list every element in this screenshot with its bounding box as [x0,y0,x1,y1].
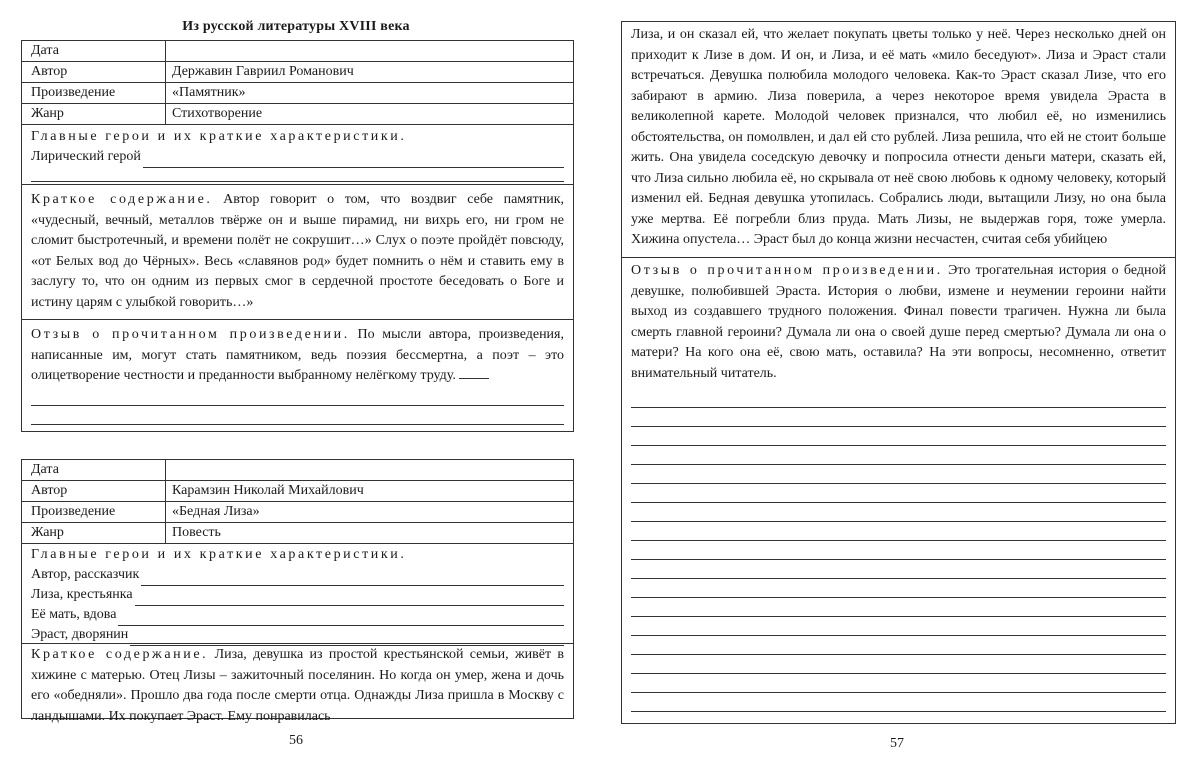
label-author: Автор [31,483,68,498]
row-work [22,83,573,104]
section-title: Из русской литературы XVIII века [182,19,410,34]
summary-text: Краткое содержание. Автор говорит о том, что воздвиг себе памятник, «чудесный, вечный, металлов твёрже он и выше пирамид, ни вихрь его, ни гром не сломит быстротечный, и времени полёт не сокрушит…» Слух о поэте пройдёт повсюду, «от Белых вод до Чёрных». Весь «славянов род» будет помнить о нём и ставить ему в заслугу то, что он одним из первых смог в сердечной простоте беседовать о Боге и истину царям с улыбкой говорить…» [31,192,564,310]
hero-row [31,586,564,606]
answer-line [631,655,1166,674]
answer-line [631,579,1166,598]
page-number: 57 [890,736,904,751]
continued-summary-block [622,22,1175,258]
row-genre [22,523,573,544]
answer-line [631,617,1166,636]
review-text: Отзыв о прочитанном произведении. Это трогательная история о бедной девушке, полюбившей Эраста. История о любви, измене и неумении героини найти выход из создавшего трудного положения. Финал повести трагичен. Нужна ли была смерть главной героини? Думала ли она о своей душе перед смертью? Думала ли она о матери? На кого она её, свою мать, оставила? На эти вопросы, несомненно, ответит внимательный читатель. [631,263,1167,381]
answer-line [631,541,1166,560]
hero-name: Лиза, крестьянка [31,587,133,602]
review-block [22,320,573,430]
hero-row [31,606,564,626]
value-genre: Повесть [172,525,221,540]
label-work: Произведение [31,504,116,519]
answer-line [631,598,1166,617]
answer-line [631,389,1166,408]
value-work: «Памятник» [172,85,246,100]
answer-line [631,484,1166,503]
hero-name: Эраст, дворянин [31,627,129,642]
heroes-heading: Главные герои и их краткие характеристики. [31,547,407,562]
row-author [22,62,573,83]
heroes-heading: Главные герои и их краткие характеристики. [31,129,407,144]
answer-line [631,503,1166,522]
heroes-block [22,544,573,644]
answer-lines [631,389,1166,712]
answer-line [631,427,1166,446]
value-work: «Бедная Лиза» [172,504,260,519]
summary-block [22,185,573,320]
reading-card-karamzin [21,459,574,724]
answer-line [631,522,1166,541]
label-work: Произведение [31,85,116,100]
heroes-block [22,125,573,185]
label-author: Автор [31,64,68,79]
label-genre: Жанр [31,106,64,121]
value-genre: Стихотворение [172,106,263,121]
answer-line [631,408,1166,427]
label-genre: Жанр [31,525,64,540]
row-work [22,502,573,523]
row-genre [22,104,573,125]
value-author: Карамзин Николай Михайлович [172,483,364,498]
hero-name: Лирический герой [31,149,141,164]
review-block [622,258,1175,712]
hero-row [31,148,564,168]
summary-text: Краткое содержание. Лиза, девушка из простой крестьянской семьи, живёт в хижине с матерью. Отец Лизы – зажиточный поселянин. Но когда он умер, жена и дочь его «обедняли». Прошло два года после смерти отца. Однажды Лиза пришла в Москву с ландышами. Их покупает Эраст. Ему понравилась [31,647,565,724]
row-date [22,460,573,481]
row-date [22,41,573,62]
answer-line [631,674,1166,693]
hero-row [31,626,564,646]
row-author [22,481,573,502]
hero-name: Автор, рассказчик [31,567,140,582]
continued-summary-text: Лиза, и он сказал ей, что желает покупать цветы только у неё. Через несколько дней он приходит к Лизе в дом. И он, и Лиза, и её мать «мило беседуют». Лиза и Эраст стали встречаться. Девушка полюбила молодого человека. Как-то Эраст сказал Лизе, что его забирают в армию. Лиза поверила, а через некоторое время увидела Эраста в великолепной карете. Молодой человек признался, что любил её, но изменились обстоятельства, он помолвлен, и дал ей сто рублей. Лиза решила, что ей не стоит больше жить. Она увидела соседскую девочку и попросила отнести деньги матери, сказать ей, что Лиза сильно любила её, но скрывала от неё свою любовь к одному человеку, который изменил ей. Бедная девушка утопилась. Собрались люди, вытащили Лизу, но она была уже мертва. Её погребли близ пруда. Мать Лизы, не выдержав горя, тоже умерла. Хижина опустела… Эраст был до конца жизни несчастен, считая себя убийцею [631,27,1166,247]
answer-line [631,446,1166,465]
answer-line [631,560,1166,579]
right-page [600,0,1200,768]
reading-card-derzhavin [21,40,574,432]
hero-name: Её мать, вдова [31,607,117,622]
hero-row [31,566,564,586]
value-author: Державин Гавриил Романович [172,64,354,79]
reading-card-continued [621,21,1176,724]
review-text: Отзыв о прочитанном произведении. По мысли автора, произведения, написанные им, могут стать памятником, ведь поэзия бессмертна, а поэт – это олицетворение честности и преданности выбранному нелёгкому труду. [31,327,564,383]
page-number: 56 [289,733,303,748]
answer-line [631,636,1166,655]
answer-line [631,693,1166,712]
label-date: Дата [31,43,59,58]
summary-block [22,644,573,724]
label-date: Дата [31,462,59,477]
answer-line [631,465,1166,484]
